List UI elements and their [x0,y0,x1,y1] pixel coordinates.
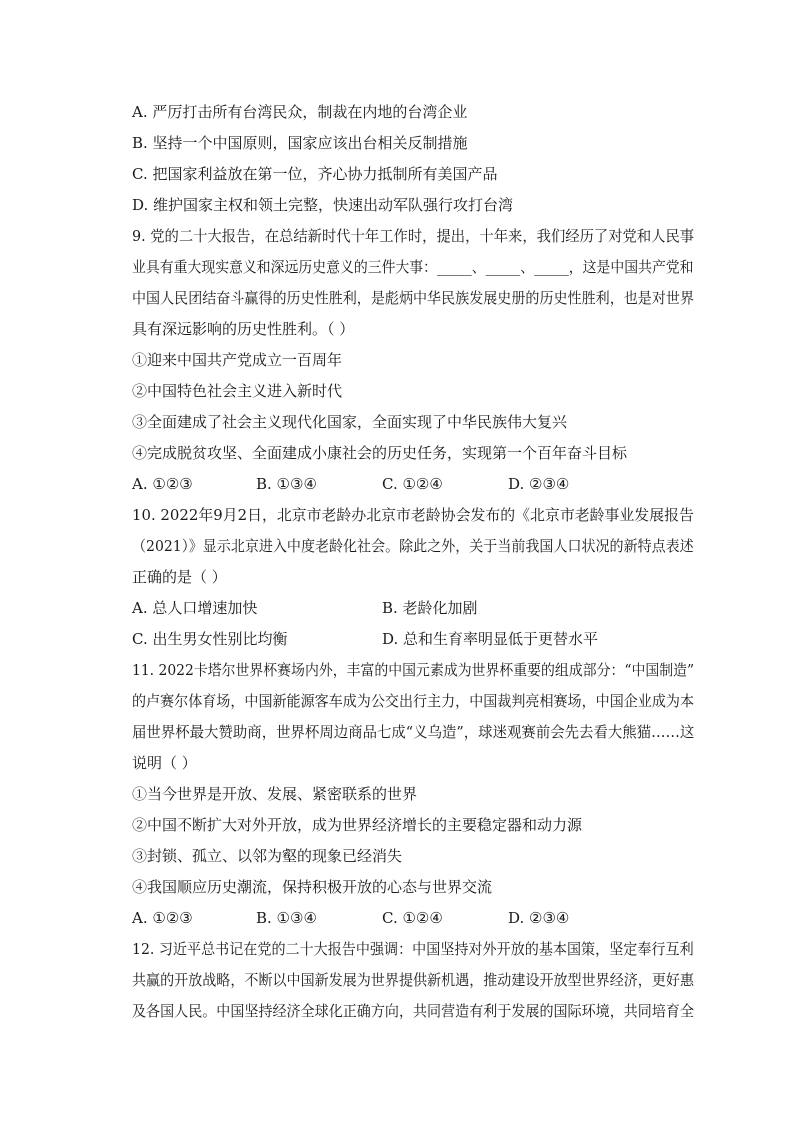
q10-stem-line-2: （2021）》显示北京进入中度老龄化社会。除此之外，关于当前我国人口状况的新特点表述 [132,537,694,555]
q10-option-a: A. 总人口增速加快 [132,599,258,617]
q8-option-a: A. 严厉打击所有台湾民众，制裁在内地的台湾企业 [132,103,468,121]
q9-item-1: ①迎来中国共产党成立一百周年 [132,351,343,369]
q11-stem-line-2: 的卢赛尔体育场，中国新能源客车成为公交出行主力，中国裁判亮相赛场，中国企业成为本 [132,692,695,710]
q12-stem-line-1: 12. 习近平总书记在党的二十大报告中强调：中国坚持对外开放的基本国策，坚定奉行互利 [132,940,694,958]
q10-option-c: C. 出生男女性别比均衡 [132,630,288,648]
q11-option-a: A. ①②③ [132,909,193,927]
q9-option-c: C. ①②④ [382,475,443,493]
q10-option-b: B. 老龄化加剧 [382,599,478,617]
q8-option-b: B. 坚持一个中国原则，国家应该出台相关反制措施 [132,134,468,152]
q9-stem-line-3: 中国人民团结奋斗赢得的历史性胜利，是彪炳中华民族发展史册的历史性胜利，也是对世界 [132,289,695,307]
q10-stem-line-1: 10. 2022年9月2日，北京市老龄办北京市老龄协会发布的《北京市老龄事业发展报告 [132,506,694,524]
q9-stem-line-2: 业具有重大现实意义和深远历史意义的三件大事：_____、_____、_____，这是中国共产党和 [132,258,694,276]
q11-stem-line-1: 11. 2022卡塔尔世界杯赛场内外，丰富的中国元素成为世界杯重要的组成部分：“中国制造” [132,661,695,679]
q12-stem-line-2: 共赢的开放战略，不断以中国新发展为世界提供新机遇，推动建设开放型世界经济，更好惠 [132,971,695,989]
q9-option-a: A. ①②③ [132,475,193,493]
q9-item-3: ③全面建成了社会主义现代化国家，全面实现了中华民族伟大复兴 [132,413,568,431]
q11-item-4: ④我国顺应历史潮流，保持积极开放的心态与世界交流 [132,878,493,896]
q9-option-d: D. ②③④ [508,475,570,493]
q8-option-d: D. 维护国家主权和领土完整，快速出动军队强行攻打台湾 [132,196,514,214]
q9-item-4: ④完成脱贫攻坚、全面建成小康社会的历史任务，实现第一个百年奋斗目标 [132,444,628,462]
q11-stem-line-3: 届世界杯最大赞助商，世界杯周边商品七成“义乌造”，球迷观赛前会先去看大熊猫……这 [132,723,695,741]
q11-option-b: B. ①③④ [256,909,317,927]
q10-option-d: D. 总和生育率明显低于更替水平 [382,630,599,648]
q11-option-d: D. ②③④ [508,909,570,927]
q9-item-2: ②中国特色社会主义进入新时代 [132,382,343,400]
q9-stem-line-4: 具有深远影响的历史性胜利。（ ） [132,320,355,338]
q10-stem-line-3: 正确的是（ ） [132,568,227,586]
q12-stem-line-3: 及各国人民。中国坚持经济全球化正确方向，共同营造有利于发展的国际环境，共同培育全 [132,1002,695,1020]
q11-item-3: ③封锁、孤立、以邻为壑的现象已经消失 [132,847,403,865]
q11-stem-line-4: 说明（ ） [132,754,197,772]
q11-item-2: ②中国不断扩大对外开放，成为世界经济增长的主要稳定器和动力源 [132,816,583,834]
q8-option-c: C. 把国家利益放在第一位，齐心协力抵制所有美国产品 [132,165,498,183]
q11-option-c: C. ①②④ [382,909,443,927]
q9-stem-line-1: 9. 党的二十大报告，在总结新时代十年工作时，提出，十年来，我们经历了对党和人民事 [132,227,695,245]
q11-item-1: ①当今世界是开放、发展、紧密联系的世界 [132,785,418,803]
q9-option-b: B. ①③④ [256,475,317,493]
